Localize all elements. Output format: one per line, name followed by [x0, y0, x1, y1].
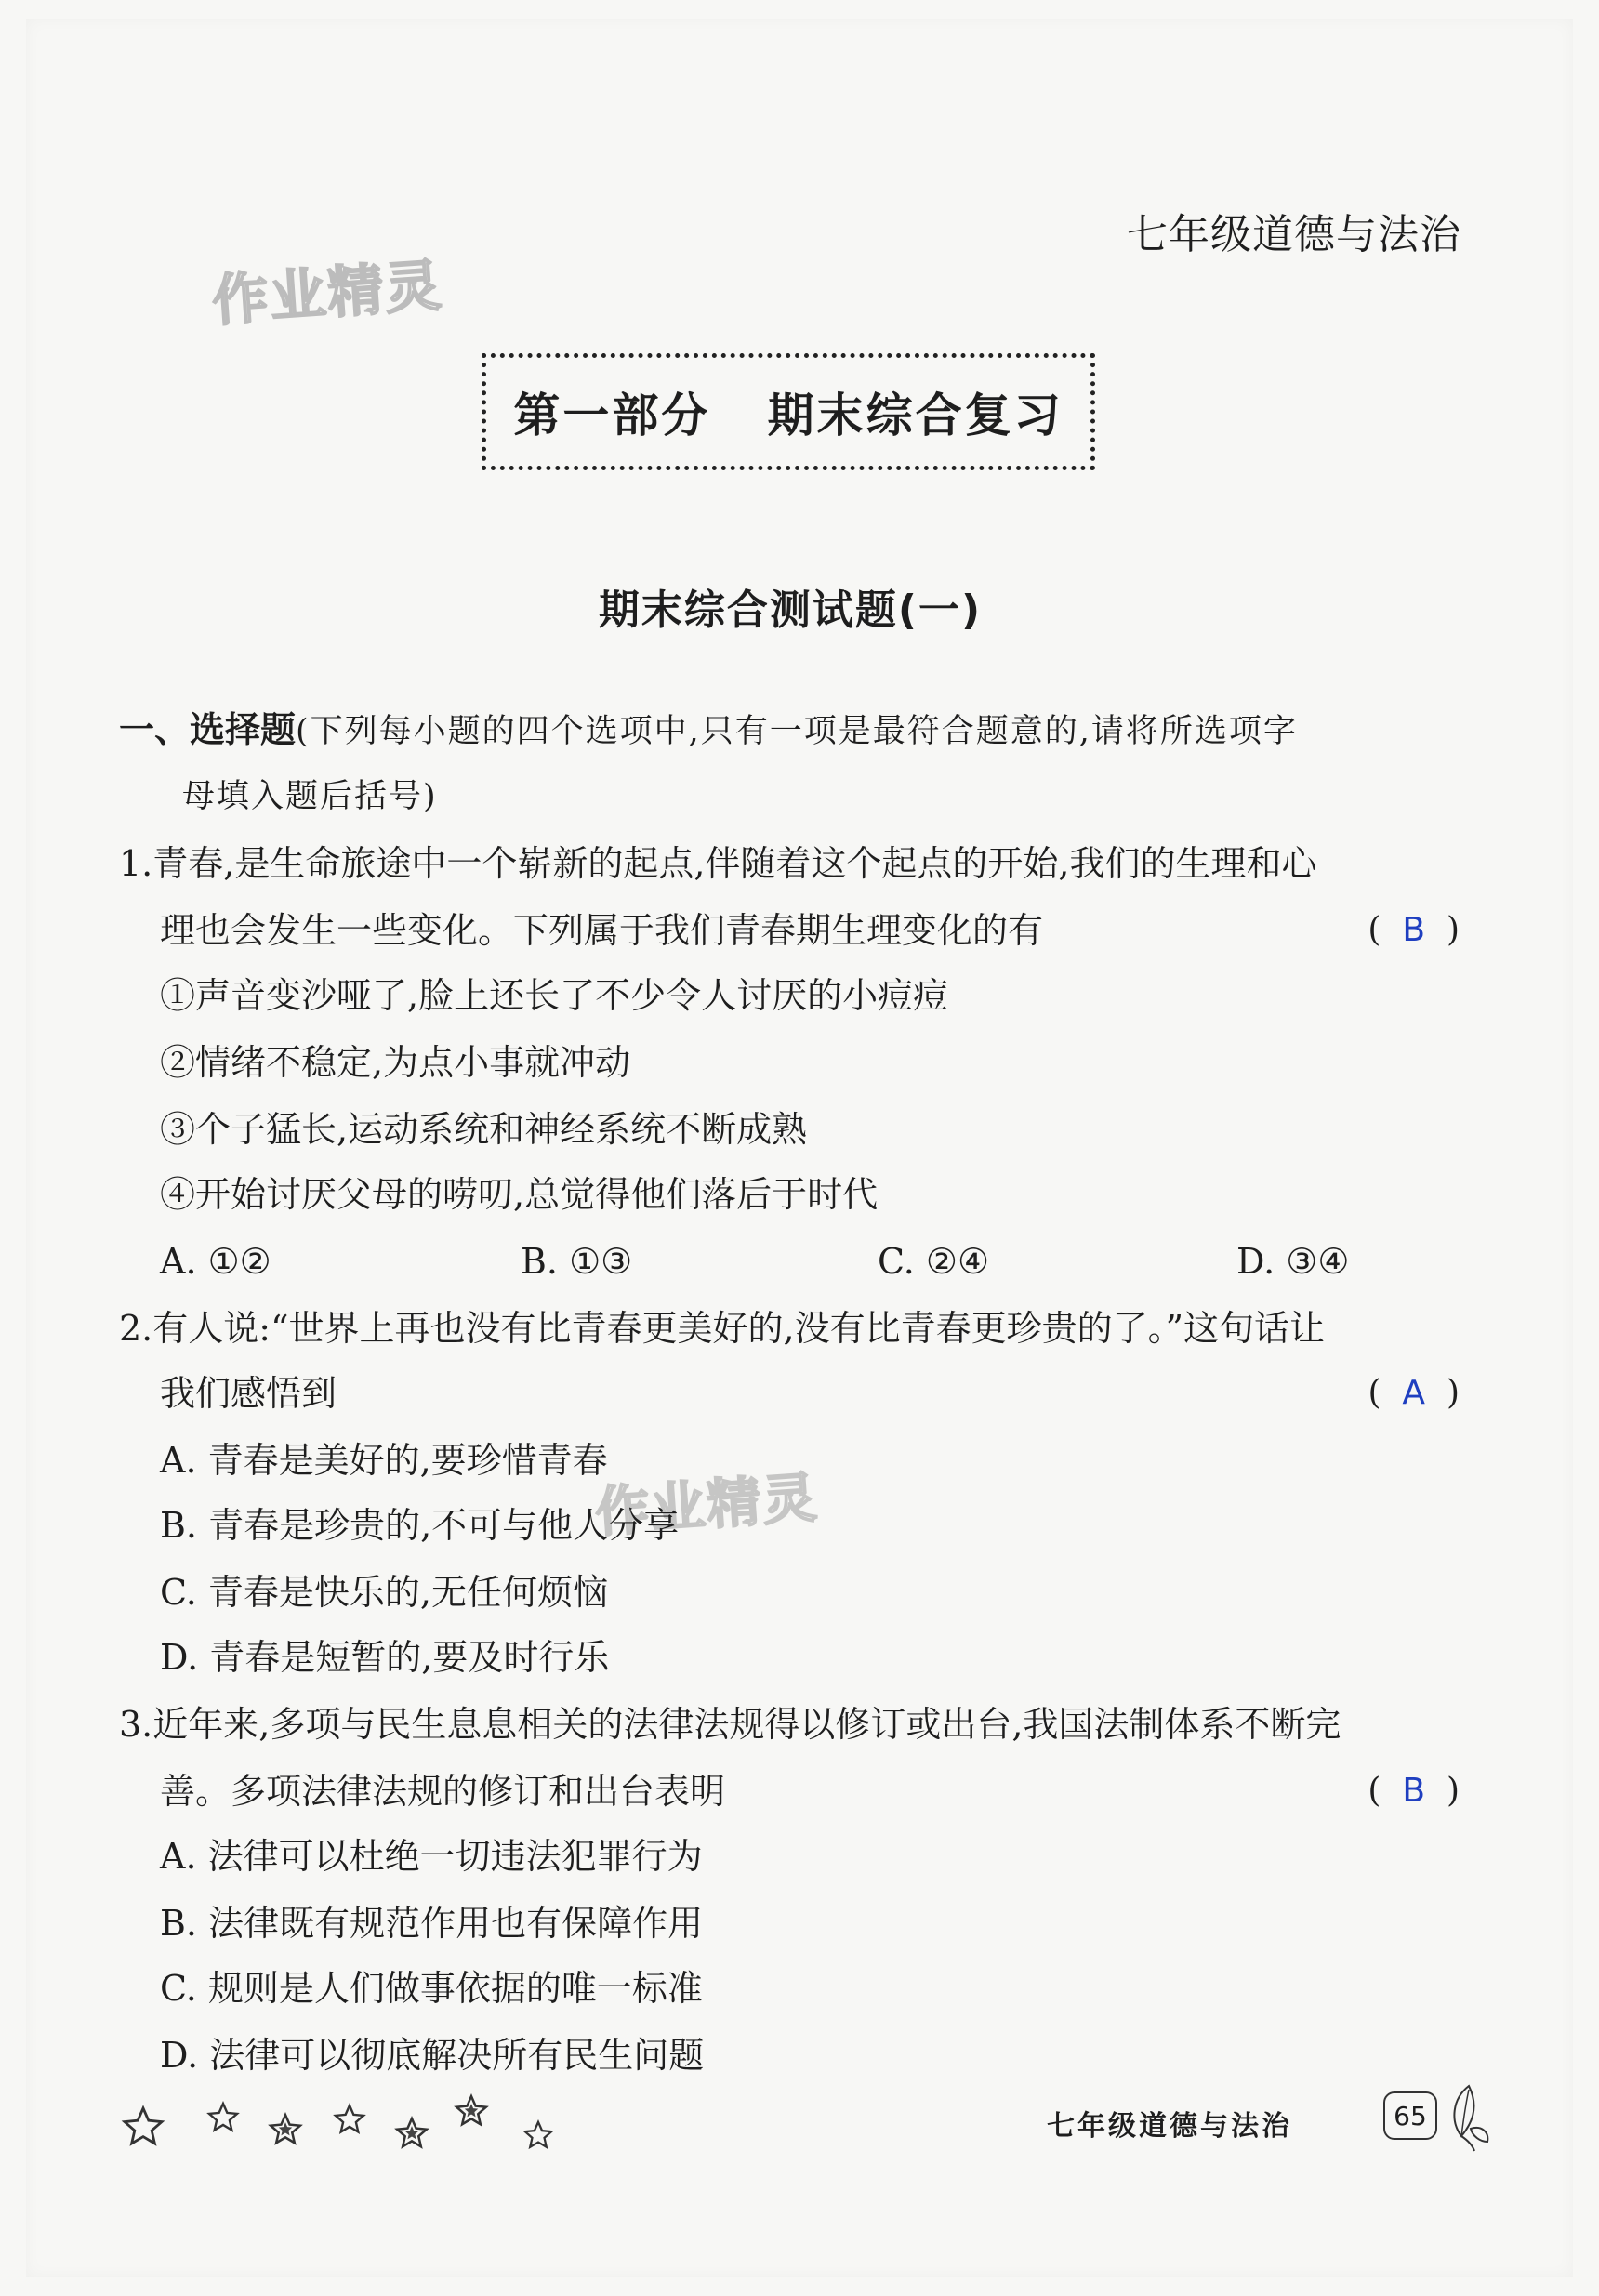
- statement-item: ①声音变沙哑了,脸上还长了不少令人讨厌的小痘痘: [160, 975, 949, 1016]
- option-d: D. 青春是短暂的,要及时行乐: [160, 1637, 610, 1678]
- answer-letter: A: [1402, 1374, 1426, 1412]
- question-1-stem-line-2: 理也会发生一些变化。下列属于我们青春期生理变化的有: [160, 910, 1044, 951]
- star-icon: [454, 2093, 489, 2129]
- footer-subject: 七年级道德与法治: [1047, 2110, 1292, 2143]
- star-decoration: [121, 2091, 586, 2166]
- question-number: 3.: [119, 1704, 153, 1745]
- question-3-stem-line-2: 善。多项法律法规的修订和出台表明: [160, 1771, 726, 1812]
- question-stem: 近年来,多项与民生息息相关的法律法规得以修订或出台,我国法制体系不断完: [152, 1704, 1341, 1745]
- star-icon: [206, 2101, 240, 2134]
- bracket-open: (: [1368, 1772, 1381, 1810]
- instructions-line-1: [119, 705, 1298, 757]
- section-title: 第一部分 期末综合复习: [513, 389, 1064, 442]
- question-number: 2.: [119, 1308, 153, 1349]
- bracket-open: (: [1368, 911, 1381, 949]
- answer-bracket: [1368, 1368, 1460, 1419]
- question-stem: 有人说:“世界上再也没有比青春更美好的,没有比青春更珍贵的了。”这句话让: [152, 1308, 1326, 1349]
- statement-item: ②情绪不稳定,为点小事就冲动: [160, 1042, 631, 1083]
- watermark: 作业精灵: [593, 1465, 821, 1545]
- statement-item: ④开始讨厌父母的唠叨,总觉得他们落后于时代: [160, 1174, 879, 1215]
- option-c: C. 规则是人们做事依据的唯一标准: [160, 1968, 703, 2009]
- question-2-stem-line-2: 我们感悟到: [160, 1373, 337, 1414]
- option-b: B. 法律既有规范作用也有保障作用: [160, 1903, 704, 1944]
- answer-bracket: [1368, 1766, 1460, 1816]
- option-a: A. 法律可以杜绝一切违法犯罪行为: [160, 1836, 703, 1877]
- option-a: A. 青春是美好的,要珍惜青春: [160, 1440, 608, 1481]
- bracket-close: ): [1446, 1772, 1460, 1810]
- watermark: 作业精灵: [210, 253, 445, 335]
- page-number: 65: [1383, 2091, 1437, 2140]
- instructions-line-2: 母填入题后括号): [182, 778, 438, 815]
- option-c: C. ②④: [878, 1241, 990, 1282]
- star-icon: [121, 2105, 165, 2149]
- option-d: D. 法律可以彻底解决所有民生问题: [160, 2035, 705, 2076]
- bracket-open: (: [1368, 1374, 1381, 1412]
- option-b: B. 青春是珍贵的,不可与他人分享: [160, 1505, 680, 1546]
- leaf-icon: [1443, 2080, 1495, 2155]
- question-1-stem-line-1: [119, 838, 1317, 889]
- instructions-text: (下列每小题的四个选项中,只有一项是最符合题意的,请将所选项字: [296, 713, 1298, 750]
- option-b: B. ①③: [521, 1241, 633, 1282]
- question-number: 1.: [119, 843, 153, 884]
- exam-title: 期末综合测试题(一): [598, 587, 983, 634]
- option-c: C. 青春是快乐的,无任何烦恼: [160, 1572, 608, 1613]
- section-banner: [482, 353, 1095, 470]
- statement-item: ③个子猛长,运动系统和神经系统不断成熟: [160, 1109, 808, 1150]
- bracket-close: ): [1446, 1374, 1460, 1412]
- star-icon: [268, 2112, 303, 2147]
- star-icon: [333, 2103, 366, 2136]
- bracket-close: ): [1446, 911, 1460, 949]
- question-3-stem-line-1: [119, 1699, 1341, 1749]
- header-subject: 七年级道德与法治: [1127, 211, 1461, 258]
- star-icon: [522, 2119, 554, 2151]
- option-d: D. ③④: [1236, 1241, 1350, 1282]
- instructions-heading: 一、选择题: [119, 709, 297, 750]
- option-a: A. ①②: [160, 1241, 271, 1282]
- question-2-stem-line-1: [119, 1303, 1325, 1353]
- answer-letter: B: [1402, 911, 1426, 949]
- answer-letter: B: [1402, 1772, 1426, 1810]
- star-icon: [394, 2116, 429, 2151]
- answer-bracket: [1368, 905, 1460, 956]
- question-stem: 青春,是生命旅途中一个崭新的起点,伴随着这个起点的开始,我们的生理和心: [152, 843, 1317, 884]
